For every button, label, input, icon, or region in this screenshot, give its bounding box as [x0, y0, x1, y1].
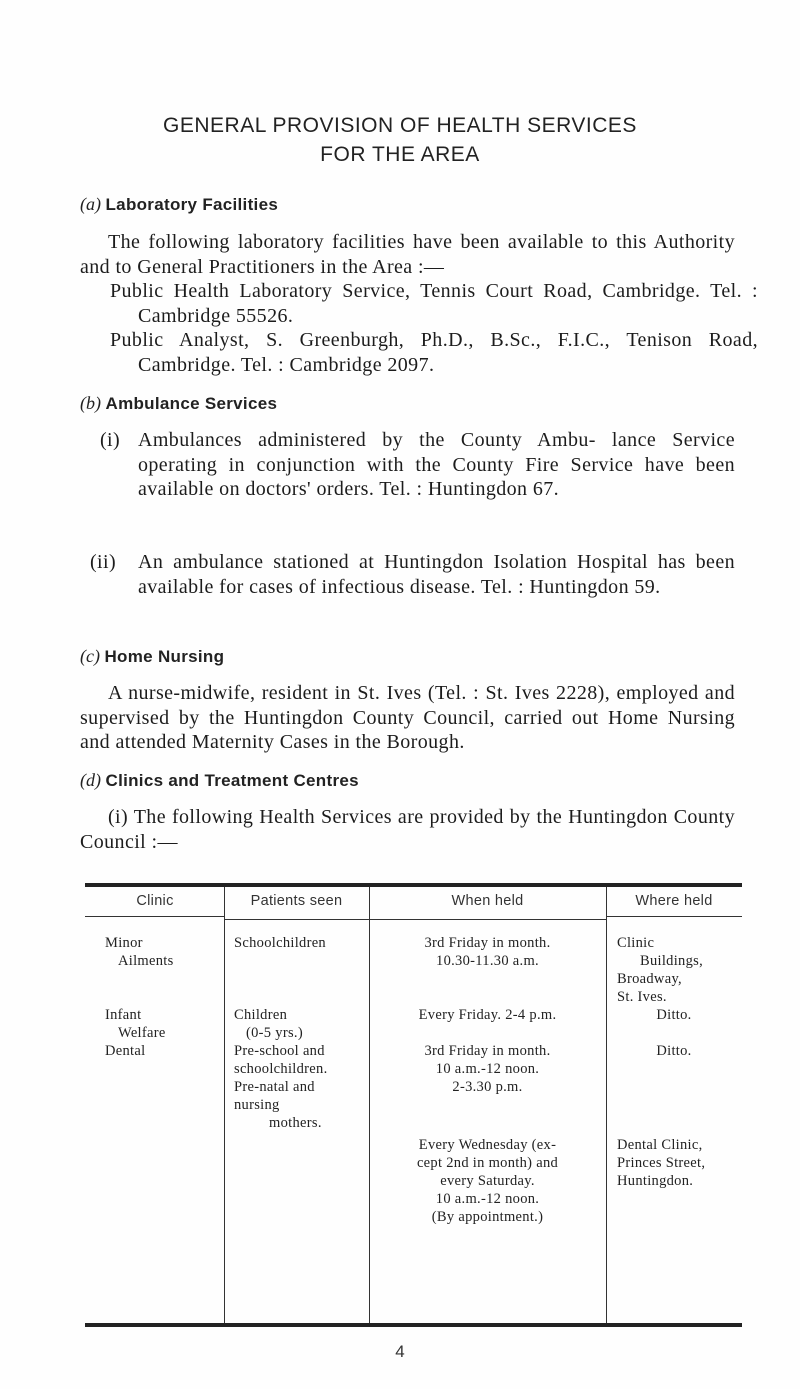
section-c-heading [80, 646, 224, 667]
section-d-label: (d) [80, 770, 101, 790]
cell-patients: Pre-school and [234, 1043, 325, 1059]
cell-patients: (0-5 yrs.) [246, 1025, 303, 1041]
cell-where: Huntingdon. [617, 1173, 694, 1189]
cell-when: cept 2nd in month) and [416, 1155, 559, 1171]
cell-clinic: Dental [105, 1043, 146, 1059]
page-number: 4 [395, 1342, 405, 1361]
column-divider [606, 887, 607, 1324]
cell-where: Dental Clinic, [617, 1137, 703, 1153]
cell-where: St. Ives. [617, 989, 667, 1005]
cell-when: Every Wednesday (ex- [418, 1137, 557, 1153]
cell-when: every Saturday. [440, 1173, 535, 1189]
cell-patients: nursing [234, 1097, 280, 1113]
column-header-where: Where held [635, 893, 713, 909]
table-header-rule [606, 916, 742, 917]
table-header-rule [85, 916, 224, 917]
cell-where: Broadway, [617, 971, 682, 987]
cell-when: (By appointment.) [431, 1209, 544, 1225]
item-text: An ambulance stationed at Huntingdon Isolation Hospital has been available for cases of infectious disease. Tel. : Huntingdon 59. [138, 551, 735, 598]
column-header-clinic: Clinic [136, 893, 174, 909]
column-header-patients: Patients seen [250, 893, 343, 909]
section-d-heading [80, 770, 359, 791]
section-a-title: Laboratory Facilities [105, 195, 279, 214]
column-divider [224, 887, 225, 1324]
lab-entry-public-analyst: Public Analyst, S. Greenburgh, Ph.D., B.Sc., F.I.C., Tenison Road, Cambridge. Tel. : Cambridge 2097. [110, 329, 758, 376]
cell-patients: Pre-natal and [234, 1079, 315, 1095]
column-header-when: When held [451, 893, 524, 909]
section-b-label: (b) [80, 393, 101, 413]
cell-when: 3rd Friday in month. [424, 1043, 551, 1059]
cell-patients: Children [234, 1007, 288, 1023]
cell-where: Buildings, [640, 953, 704, 969]
section-d-text: (i) The following Health Services are provided by the Huntingdon County Council :— [80, 806, 735, 853]
table-top-rule [85, 883, 742, 887]
cell-patients: schoolchildren. [234, 1061, 328, 1077]
page-title: GENERAL PROVISION OF HEALTH SERVICES [163, 114, 637, 137]
cell-where: Ditto. [656, 1043, 692, 1059]
item-text: Ambulances administered by the County Ambu- lance Service operating in conjunction with the County Fire Service have been available on doctors' orders. Tel. : Huntingdon 67. [138, 429, 735, 500]
item-number: (ii) [90, 551, 117, 573]
cell-when: 3rd Friday in month. [424, 935, 551, 951]
section-a-intro: The following laboratory facilities have been available to this Authority and to General Practitioners in the Area :— [80, 231, 735, 278]
cell-patients: mothers. [269, 1115, 322, 1131]
cell-clinic: Ailments [118, 953, 174, 969]
ambulance-item-2 [80, 550, 735, 626]
section-c-title: Home Nursing [104, 647, 225, 666]
cell-clinic: Welfare [118, 1025, 166, 1041]
cell-where: Princes Street, [617, 1155, 706, 1171]
cell-where: Clinic [617, 935, 655, 951]
section-b-heading [80, 393, 277, 414]
cell-when: 10.30-11.30 a.m. [436, 953, 539, 969]
cell-when: 10 a.m.-12 noon. [435, 1191, 540, 1207]
section-a-heading [80, 194, 278, 215]
cell-where: Ditto. [656, 1007, 692, 1023]
section-c-text: A nurse-midwife, resident in St. Ives (Tel. : St. Ives 2228), employed and supervised by the Huntingdon County Council, carried out Home Nursing and attended Maternity Cases in the Borough. [80, 682, 735, 753]
section-d-title: Clinics and Treatment Centres [105, 771, 359, 790]
table-bottom-rule [85, 1323, 742, 1327]
cell-clinic: Minor [105, 935, 143, 951]
table-header-rule [224, 919, 606, 920]
page-subtitle: FOR THE AREA [320, 143, 480, 166]
section-c-label: (c) [80, 646, 100, 666]
section-a-label: (a) [80, 194, 101, 214]
ambulance-item-1 [80, 428, 735, 528]
section-b-title: Ambulance Services [105, 394, 278, 413]
lab-entry-public-health: Public Health Laboratory Service, Tennis Court Road, Cambridge. Tel. : Cambridge 55526. [110, 280, 758, 327]
cell-when: Every Friday. 2-4 p.m. [418, 1007, 557, 1023]
cell-clinic: Infant [105, 1007, 142, 1023]
cell-when: 10 a.m.-12 noon. [435, 1061, 540, 1077]
cell-when: 2-3.30 p.m. [452, 1079, 523, 1095]
cell-patients: Schoolchildren [234, 935, 326, 951]
item-number: (i) [100, 429, 121, 451]
